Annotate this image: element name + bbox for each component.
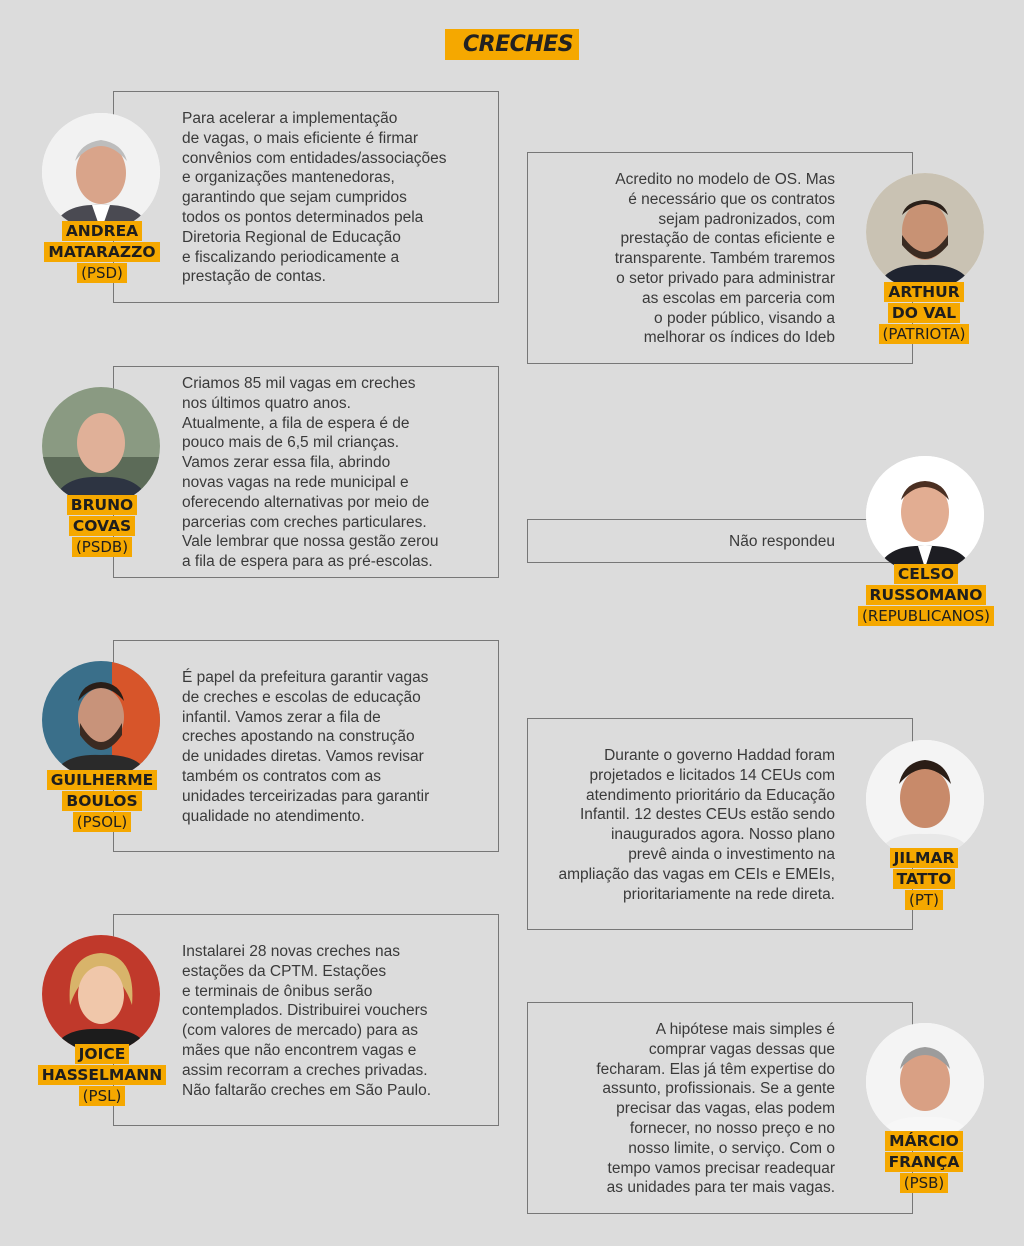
candidate-name-line1: BRUNO (67, 495, 137, 515)
portrait-boulos-image (42, 661, 160, 779)
portrait-russomano-image (866, 456, 984, 574)
portrait-covas-image (42, 387, 160, 505)
answer-text-covas: Criamos 85 mil vagas em creches nos últimos quatro anos. Atualmente, a fila de espera é de pouco mais de 6,5 mil crianças. Vamos zerar essa fila, abrindo novas vagas na rede municipal e oferecendo alternativas por meio de parcerias com creches particulares. Vale lembrar que nossa gestão zerou a fila de espera para as pré-escolas. (182, 375, 439, 571)
answer-text-matarazzo: Para acelerar a implementação de vagas, o mais eficiente é firmar convênios com entidades/associações e organizações mantenedoras, garantindo que sejam cumpridos todos os pontos determinados pela Diretoria Regional de Educação e fiscalizando periodicamente a prestação de contas. (182, 110, 447, 286)
candidate-name-line2: RUSSOMANO (866, 585, 987, 605)
candidate-name-line1: JOICE (75, 1044, 130, 1064)
name-tag-matarazzo (40, 221, 164, 283)
name-tag-tatto (862, 848, 986, 910)
candidate-name-line2: DO VAL (888, 303, 960, 323)
candidate-name-line2: COVAS (69, 516, 135, 536)
candidate-name-line2: FRANÇA (885, 1152, 964, 1172)
portrait-hasselmann (42, 935, 160, 1053)
answer-text-tatto: Durante o governo Haddad foram projetados e licitados 14 CEUs com atendimento prioritário da Educação Infantil. 12 destes CEUs estão sendo inaugurados agora. Nosso plano prevê ainda o investimento na ampliação das vagas em CEIs e EMEIs, prioritariamente na rede direta. (558, 747, 835, 903)
answer-text-franca: A hipótese mais simples é comprar vagas dessas que fecharam. Elas já têm expertise do assunto, profissionais. Se a gente precisar das vagas, elas podem fornecer, no nosso preço e no nosso limite, o serviço. Com o tempo vamos precisar readequar as unidades para ter mais vagas. (596, 1021, 835, 1197)
name-tag-do-val (862, 282, 986, 344)
candidate-name-line1: JILMAR (890, 848, 959, 868)
candidate-party: (PSD) (77, 263, 127, 283)
portrait-russomano (866, 456, 984, 574)
candidate-name-line2: MATARAZZO (44, 242, 159, 262)
candidate-party: (PATRIOTA) (879, 324, 970, 344)
name-tag-russomano (847, 564, 1005, 626)
portrait-do-val (866, 173, 984, 291)
portrait-do-val-image (866, 173, 984, 291)
candidate-name-line2: TATTO (893, 869, 956, 889)
candidate-name-line2: BOULOS (62, 791, 141, 811)
candidate-party: (PT) (905, 890, 943, 910)
candidate-party: (PSOL) (73, 812, 131, 832)
candidate-name-line1: ANDREA (62, 221, 142, 241)
portrait-franca (866, 1023, 984, 1141)
answer-text-boulos: É papel da prefeitura garantir vagas de creches e escolas de educação infantil. Vamos zerar a fila de creches apostando na construção de unidades diretas. Vamos revisar também os contratos com as unidades terceirizadas para garantir qualidade no atendimento. (182, 669, 430, 825)
candidate-name-line1: CELSO (894, 564, 958, 584)
answer-text-russomano: Não respondeu (729, 533, 835, 550)
portrait-matarazzo-image (42, 113, 160, 231)
portrait-tatto (866, 740, 984, 858)
page-title: CRECHES (445, 29, 579, 60)
name-tag-covas (40, 495, 164, 557)
answer-text-hasselmann: Instalarei 28 novas creches nas estações da CPTM. Estações e terminais de ônibus serão contemplados. Distribuirei vouchers (com valores de mercado) para as mães que não encontrem vagas e assim recorram a creches privadas. Não faltarão creches em São Paulo. (182, 943, 431, 1099)
answer-text-do-val: Acredito no modelo de OS. Mas é necessário que os contratos sejam padronizados, com prestação de contas eficiente e transparente. Também traremos o setor privado para administrar as escolas em parceria com o poder público, visando a melhorar os índices do Ideb (614, 171, 835, 347)
portrait-tatto-image (866, 740, 984, 858)
portrait-boulos (42, 661, 160, 779)
candidate-party: (PSB) (900, 1173, 949, 1193)
name-tag-franca (862, 1131, 986, 1193)
candidate-name-line1: MÁRCIO (885, 1131, 963, 1151)
candidate-party: (PSL) (79, 1086, 126, 1106)
candidate-name-line1: ARTHUR (884, 282, 963, 302)
answer-box-russomano (527, 519, 913, 563)
portrait-franca-image (866, 1023, 984, 1141)
name-tag-hasselmann (36, 1044, 168, 1106)
candidate-name-line1: GUILHERME (47, 770, 157, 790)
portrait-hasselmann-image (42, 935, 160, 1053)
candidate-name-line2: HASSELMANN (38, 1065, 166, 1085)
candidate-party: (PSDB) (72, 537, 132, 557)
portrait-covas (42, 387, 160, 505)
portrait-matarazzo (42, 113, 160, 231)
name-tag-boulos (40, 770, 164, 832)
candidate-party: (REPUBLICANOS) (858, 606, 994, 626)
